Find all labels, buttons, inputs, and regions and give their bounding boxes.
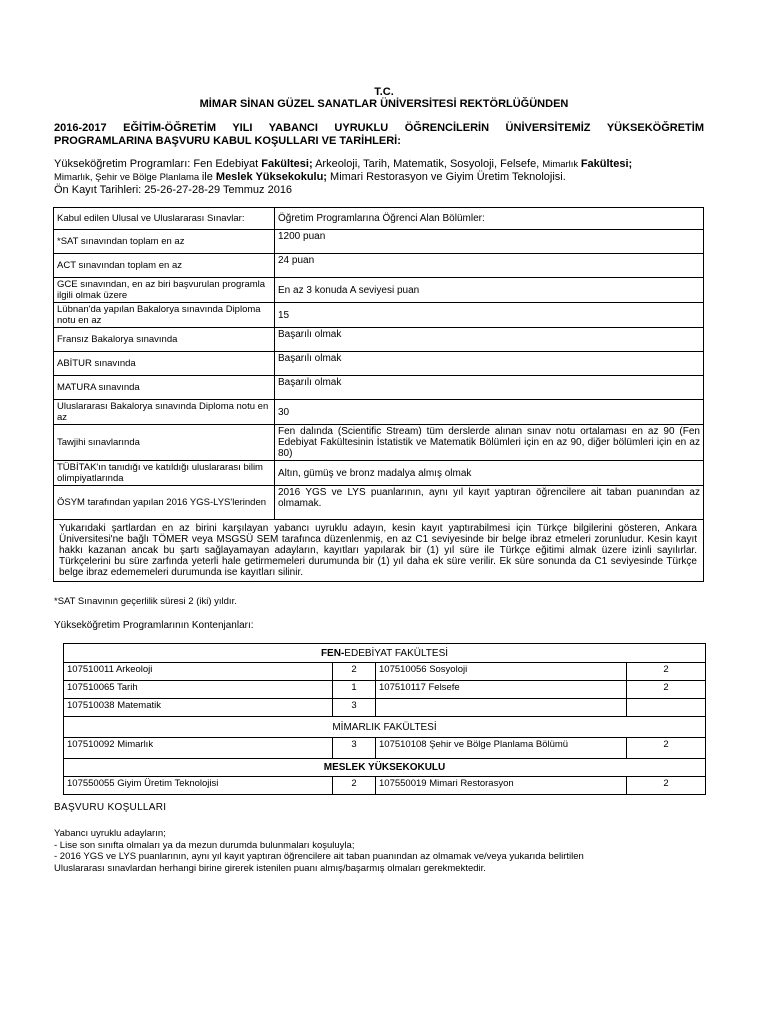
section-fen (64, 644, 706, 663)
section-row (64, 717, 706, 738)
exam-name: Lübnan'da yapılan Bakalorya sınavında Diploma notu en az (54, 303, 275, 328)
exam-name: TÜBİTAK'ın tanıdığı ve katıldığı uluslararası bilim olimpiyatlarında (54, 461, 275, 486)
program-code-name: 107510056 Sosyoloji (376, 663, 627, 681)
ile-text: ile (201, 171, 216, 183)
table-row (54, 425, 704, 461)
conditions-line: - Lise son sınıfta olmaları ya da mezun durumda bulunmaları koşuluyla; (54, 839, 355, 851)
quota-table (63, 643, 706, 795)
exam-name: ÖSYM tarafından yapılan 2016 YGS-LYS'lerinden (54, 486, 275, 520)
exam-name: Fransız Bakalorya sınavında (54, 328, 275, 352)
intro-programs-line1 (54, 158, 714, 171)
intro-programs-line2 (54, 171, 714, 184)
program-quota: 2 (627, 738, 706, 759)
programs-label: Yükseköğretim Programları: Fen Edebiyat (54, 158, 262, 170)
conditions-block (54, 828, 724, 874)
exam-value: En az 3 konuda A seviyesi puan (275, 278, 704, 303)
table-row (54, 278, 704, 303)
exam-value: Fen dalında (Scientific Stream) tüm derslerde alınan sınav notu ortalaması en az 90 (Fen Edebiyat Fakültesinin İstatistik ve Matematik Bölümleri için en az 90, diğer bölümleri için en az 80) (275, 425, 704, 461)
programs-list: Arkeoloji, Tarih, Matematik, Sosyoloji, Felsefe, (312, 158, 543, 170)
conditions-line: - 2016 YGS ve LYS puanlarının, aynı yıl kayıt yaptıran öğrencilere ait taban puanından az olmamak ve/veya yukarıda belirtilen (54, 851, 584, 862)
program-quota: 2 (627, 681, 706, 699)
program-code-name: 107510065 Tarih (64, 681, 333, 699)
program-quota: 2 (333, 777, 376, 795)
programs-myo: Mimari Restorasyon ve Giyim Üretim Teknolojisi. (326, 171, 566, 183)
conditions-line: Yabancı uyruklu adayların; (54, 828, 166, 839)
exam-value: 30 (275, 400, 704, 425)
section-mimarlik: MİMARLIK FAKÜLTESİ (64, 717, 706, 738)
table-row (54, 254, 704, 278)
conditions-title: BAŞVURU KOŞULLARI (54, 802, 167, 813)
preregistration-dates: Ön Kayıt Tarihleri: 25-26-27-28-29 Temmuz 2016 (54, 184, 293, 196)
program-quota: 2 (627, 777, 706, 795)
quota-title: Yükseköğretim Programlarının Kontenjanları: (54, 620, 254, 631)
header-departments: Öğretim Programlarına Öğrenci Alan Bölümler: (275, 208, 704, 230)
section-row (64, 644, 706, 663)
requirements-table (53, 207, 704, 582)
exam-name: ACT sınavından toplam en az (54, 254, 275, 278)
program-quota: 3 (333, 699, 376, 717)
turkish-requirement-note: Yukarıdaki şartlardan en az birini karşılayan yabancı uyruklu adayın, kesin kayıt yaptırabilmesi için Türkçe bilgilerini gösteren, Ankara Üniversitesi'ne bağlı TÖMER veya MSGSÜ SEM tarafınca düzenlenmiş, en az C1 seviyesinde bir belge ibraz etmeleri zorunludur. Kesin kayıt hakkı kazanan ancak bu şartı sağlayamayan adayların, kayıtları yapılarak bir (1) yıl süre ile Türkçe eğitimi almak üzere izinli sayılırlar. Türkçelerini bu süre zarfında yeterli hale getirmemeleri durumunda bir (1) yıl daha ek süre verilir. Ek süre sonunda da C1 seviyesinde Türkçe belge ibraz edememeleri durumunda ise kayıtları silinir. (54, 520, 704, 582)
table-row (54, 376, 704, 400)
fen-bold: FEN- (320, 647, 345, 659)
table-row (54, 352, 704, 376)
program-quota (627, 699, 706, 717)
myo-label: Meslek Yüksekokulu; (215, 171, 327, 183)
section-row (64, 759, 706, 777)
table-row (64, 681, 706, 699)
table-row (54, 486, 704, 520)
faculty-label-2: Fakültesi; (580, 158, 633, 170)
fen-rest: EDEBİYAT FAKÜLTESİ (344, 647, 449, 659)
table-row (54, 400, 704, 425)
exam-value: Başarılı olmak (275, 328, 704, 352)
program-quota: 3 (333, 738, 376, 759)
table-row (54, 230, 704, 254)
exam-name: Tawjihi sınavlarında (54, 425, 275, 461)
exam-value: 24 puan (275, 254, 704, 278)
exam-value: 15 (275, 303, 704, 328)
header-exams: Kabul edilen Ulusal ve Uluslararası Sınavlar: (54, 208, 275, 230)
table-row (64, 663, 706, 681)
section-myo (64, 759, 706, 777)
exam-name: MATURA sınavında (54, 376, 275, 400)
table-row (64, 699, 706, 717)
program-quota: 2 (627, 663, 706, 681)
programs-mimarlik: Mimarlık, Şehir ve Bölge Planlama (54, 172, 202, 183)
program-code-name: 107510108 Şehir ve Bölge Planlama Bölümü (376, 738, 627, 759)
sat-validity-note: *SAT Sınavının geçerlilik süresi 2 (iki) yıldır. (54, 596, 237, 607)
myo-title: MESLEK YÜKSEKOKULU (323, 762, 446, 773)
exam-value: 2016 YGS ve LYS puanlarının, aynı yıl kayıt yaptıran öğrencilere ait taban puanından az olmamak. (275, 486, 704, 520)
exam-value: 1200 puan (275, 230, 704, 254)
header-tc: T.C. (374, 86, 394, 98)
program-code-name: 107550019 Mimari Restorasyon (376, 777, 627, 795)
table-row (54, 461, 704, 486)
mimarlik-label: Mimarlık (542, 159, 581, 170)
program-quota: 1 (333, 681, 376, 699)
program-code-name: 107510011 Arkeoloji (64, 663, 333, 681)
program-code-name: 107510117 Felsefe (376, 681, 627, 699)
table-row (64, 777, 706, 795)
exam-name: Uluslararası Bakalorya sınavında Diploma notu en az (54, 400, 275, 425)
faculty-label: Fakültesi; (261, 158, 313, 170)
exam-name: *SAT sınavından toplam en az (54, 230, 275, 254)
exam-value: Başarılı olmak (275, 352, 704, 376)
program-code-name: 107510038 Matematik (64, 699, 333, 717)
table-row (54, 328, 704, 352)
header-university: MİMAR SİNAN GÜZEL SANATLAR ÜNİVERSİTESİ REKTÖRLÜĞÜNDEN (199, 98, 569, 110)
program-code-name (376, 699, 627, 717)
note-row (54, 520, 704, 582)
intro-block (54, 158, 714, 196)
program-code-name: 107510092 Mimarlık (64, 738, 333, 759)
requirements-header-row (54, 208, 704, 230)
exam-value: Başarılı olmak (275, 376, 704, 400)
exam-value: Altın, gümüş ve bronz madalya almış olmak (275, 461, 704, 486)
program-code-name: 107550055 Giyim Üretim Teknolojisi (64, 777, 333, 795)
table-row (54, 303, 704, 328)
document-title: 2016-2017 EĞİTİM-ÖĞRETİM YILI YABANCI UYRUKLU ÖĞRENCİLERİN ÜNİVERSİTEMİZ YÜKSEKÖĞRETİM PROGRAMLARINA BAŞVURU KABUL KOŞULLARI VE TARİHLERİ: (54, 122, 704, 147)
program-quota: 2 (333, 663, 376, 681)
conditions-line: Uluslararası sınavlardan herhangi birine girerek istenilen puanı almış/başarmış olmaları gerekmektedir. (54, 862, 486, 874)
table-row (64, 738, 706, 759)
exam-name: ABİTUR sınavında (54, 352, 275, 376)
exam-name: GCE sınavından, en az biri başvurulan programla ilgili olmak üzere (54, 278, 275, 303)
